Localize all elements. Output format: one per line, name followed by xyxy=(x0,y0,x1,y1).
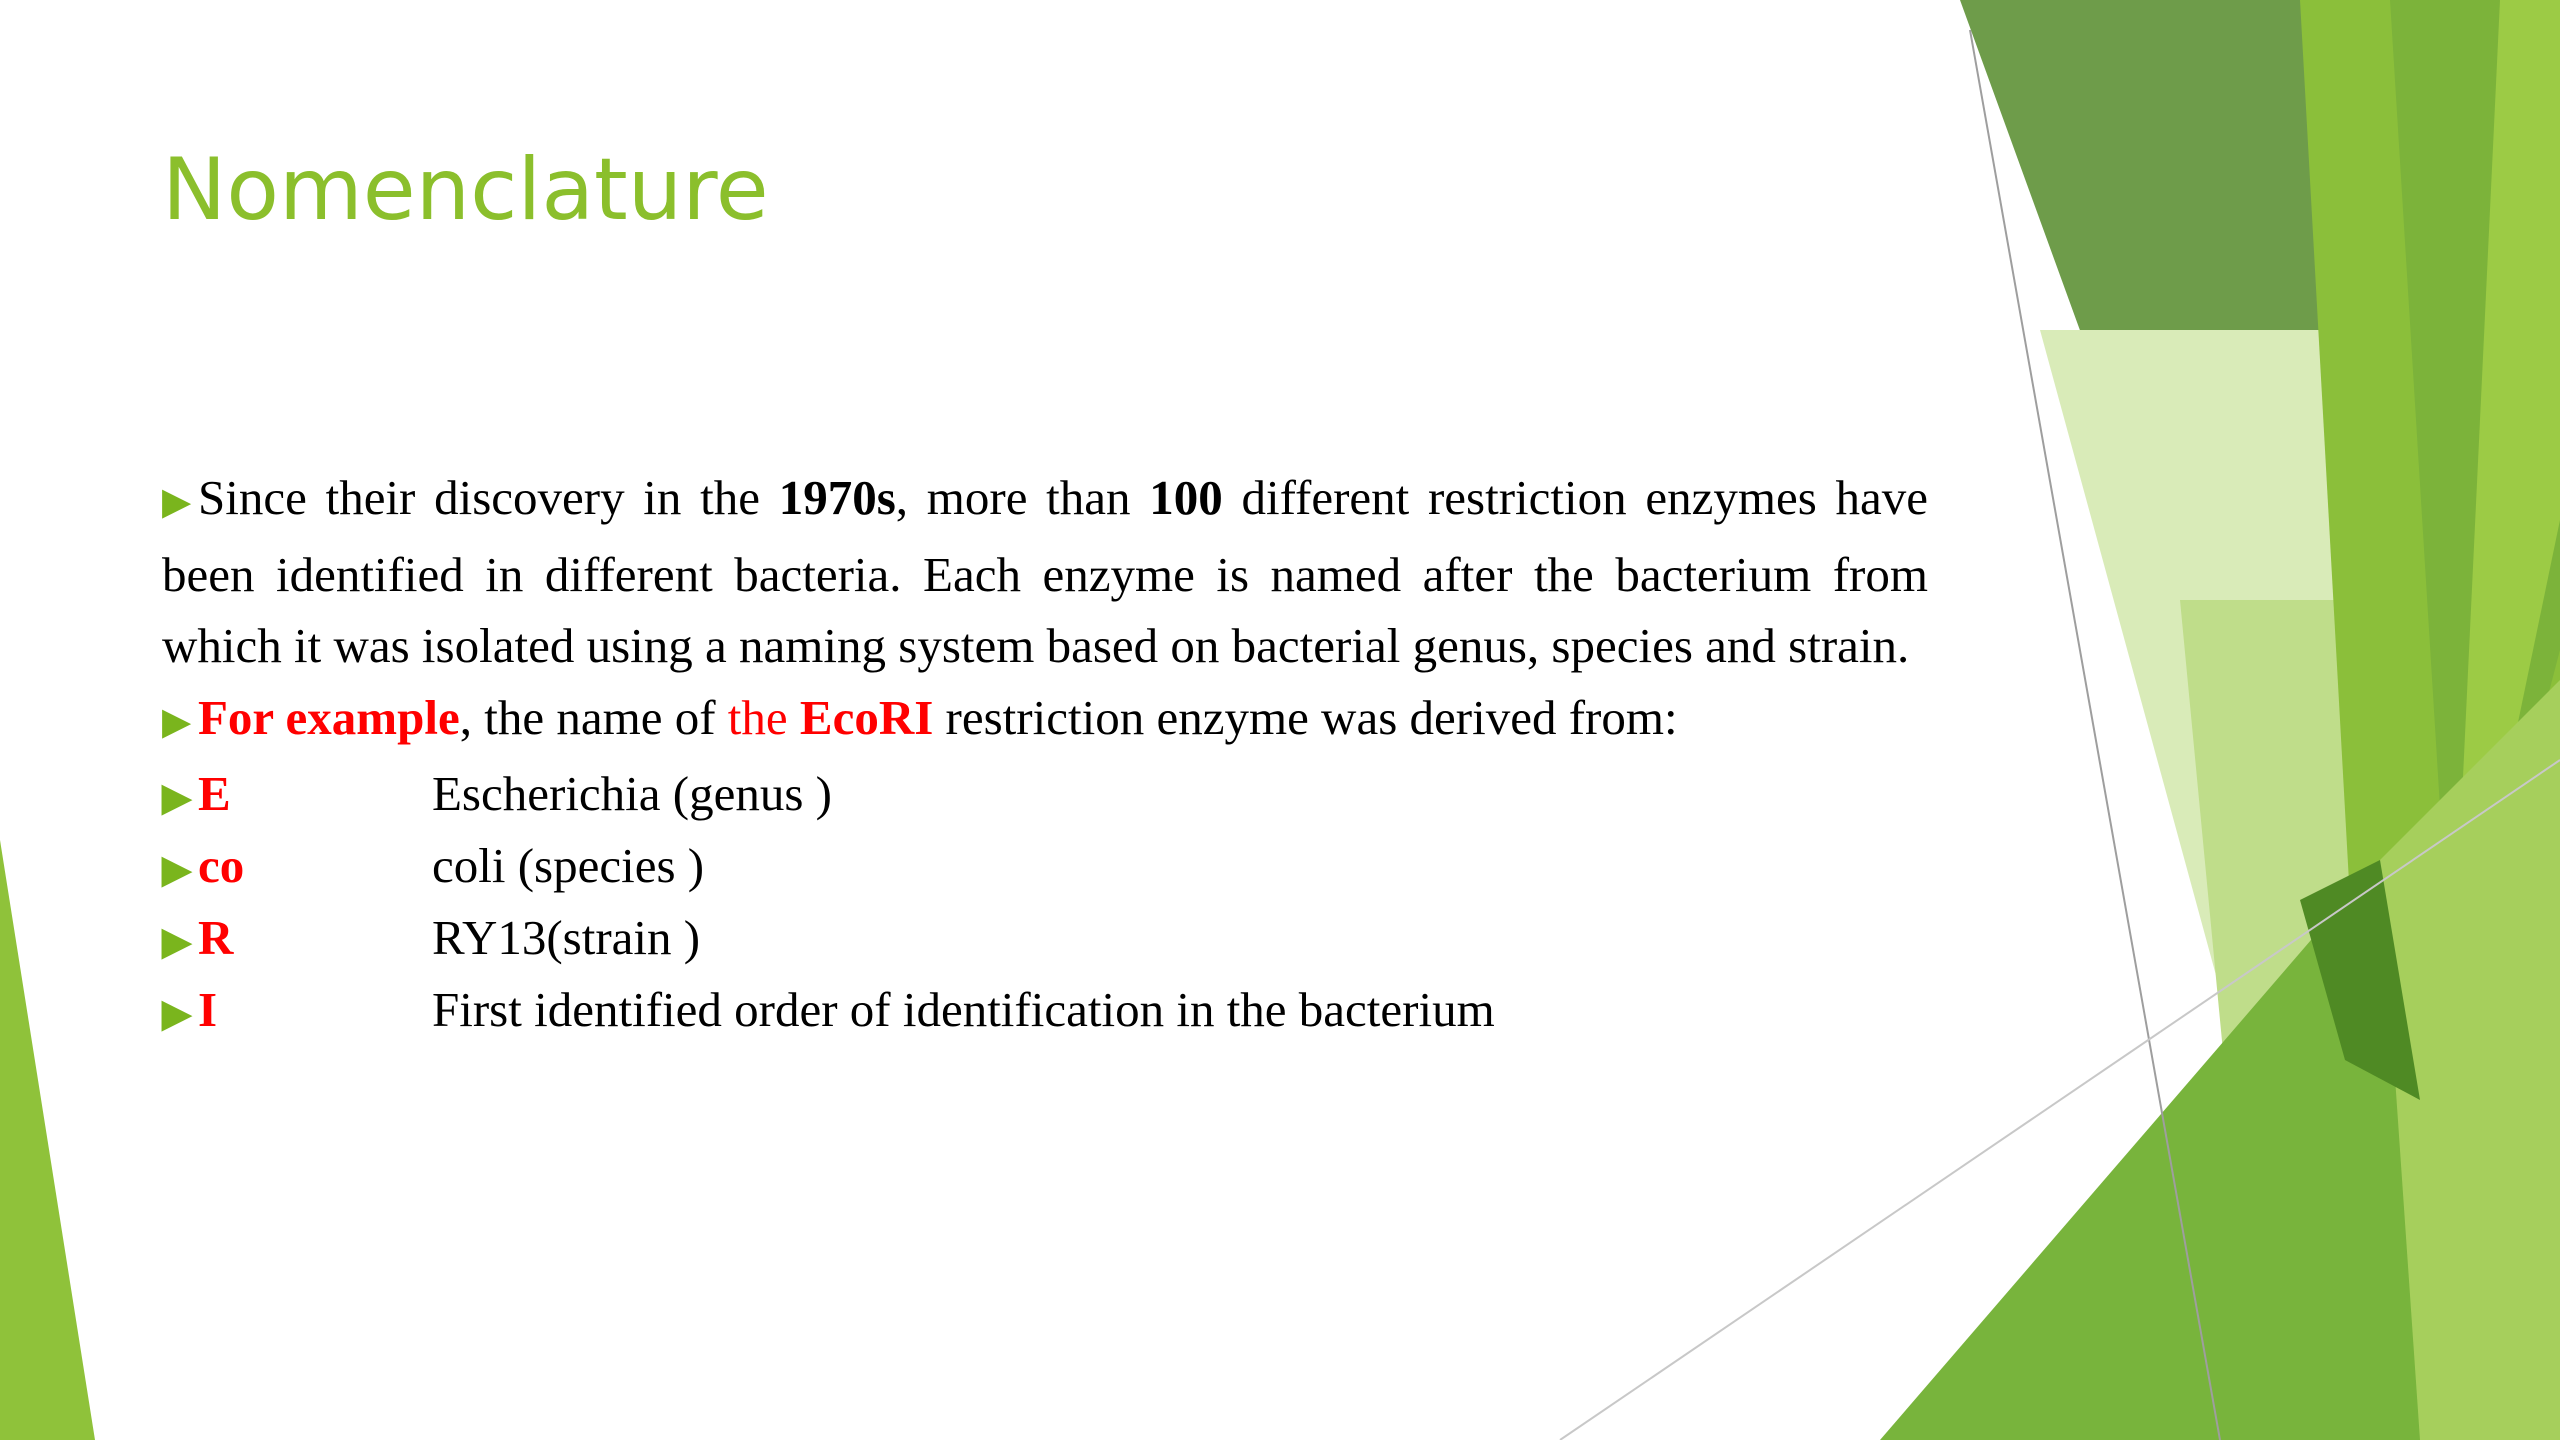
letter-cell xyxy=(162,758,432,834)
bullet-arrow-icon: ▶ xyxy=(162,992,192,1035)
intro-count: 100 xyxy=(1149,470,1223,525)
letter-code: R xyxy=(198,909,234,965)
letter-meaning: coli (species ) xyxy=(432,837,705,893)
list-item xyxy=(162,758,1928,830)
bullet-arrow-icon: ▶ xyxy=(162,700,192,743)
example-line xyxy=(162,682,1928,758)
list-item xyxy=(162,830,1928,902)
name-breakdown-list xyxy=(162,758,1928,1046)
enzyme-name: EcoRI xyxy=(799,689,934,745)
intro-text-3: different restriction enzymes have been identified in different bacteria. Each enzyme is named after the bacterium from which it was isolated using a naming system based on bacterial genus, species and strain. xyxy=(162,470,1928,673)
letter-code: co xyxy=(198,837,245,893)
letter-cell xyxy=(162,974,432,1050)
letter-code: I xyxy=(198,981,218,1037)
intro-text-2: , more than xyxy=(895,470,1150,525)
bullet-arrow-icon: ▶ xyxy=(162,848,192,891)
letter-meaning: Escherichia (genus ) xyxy=(432,765,832,821)
slide-title: Nomenclature xyxy=(162,140,769,240)
left-green-shape xyxy=(0,840,95,1440)
bullet-arrow-icon: ▶ xyxy=(162,920,192,963)
intro-paragraph xyxy=(162,462,1928,682)
example-lead: For example xyxy=(198,689,460,745)
bullet-arrow-icon: ▶ xyxy=(162,776,192,819)
letter-code: E xyxy=(198,765,231,821)
letter-meaning: RY13(strain ) xyxy=(432,909,701,965)
slide-body xyxy=(162,462,1928,1046)
list-item xyxy=(162,902,1928,974)
letter-cell xyxy=(162,902,432,978)
list-item xyxy=(162,974,1928,1046)
example-the: the xyxy=(727,689,800,745)
example-text-1: , the name of xyxy=(459,689,728,745)
intro-text-1: Since their discovery in the xyxy=(198,470,779,525)
intro-decade: 1970s xyxy=(778,470,896,525)
letter-cell xyxy=(162,830,432,906)
bullet-arrow-icon: ▶ xyxy=(162,481,192,523)
example-text-2: restriction enzyme was derived from: xyxy=(933,689,1678,745)
letter-meaning: First identified order of identification in the bacterium xyxy=(432,981,1495,1037)
